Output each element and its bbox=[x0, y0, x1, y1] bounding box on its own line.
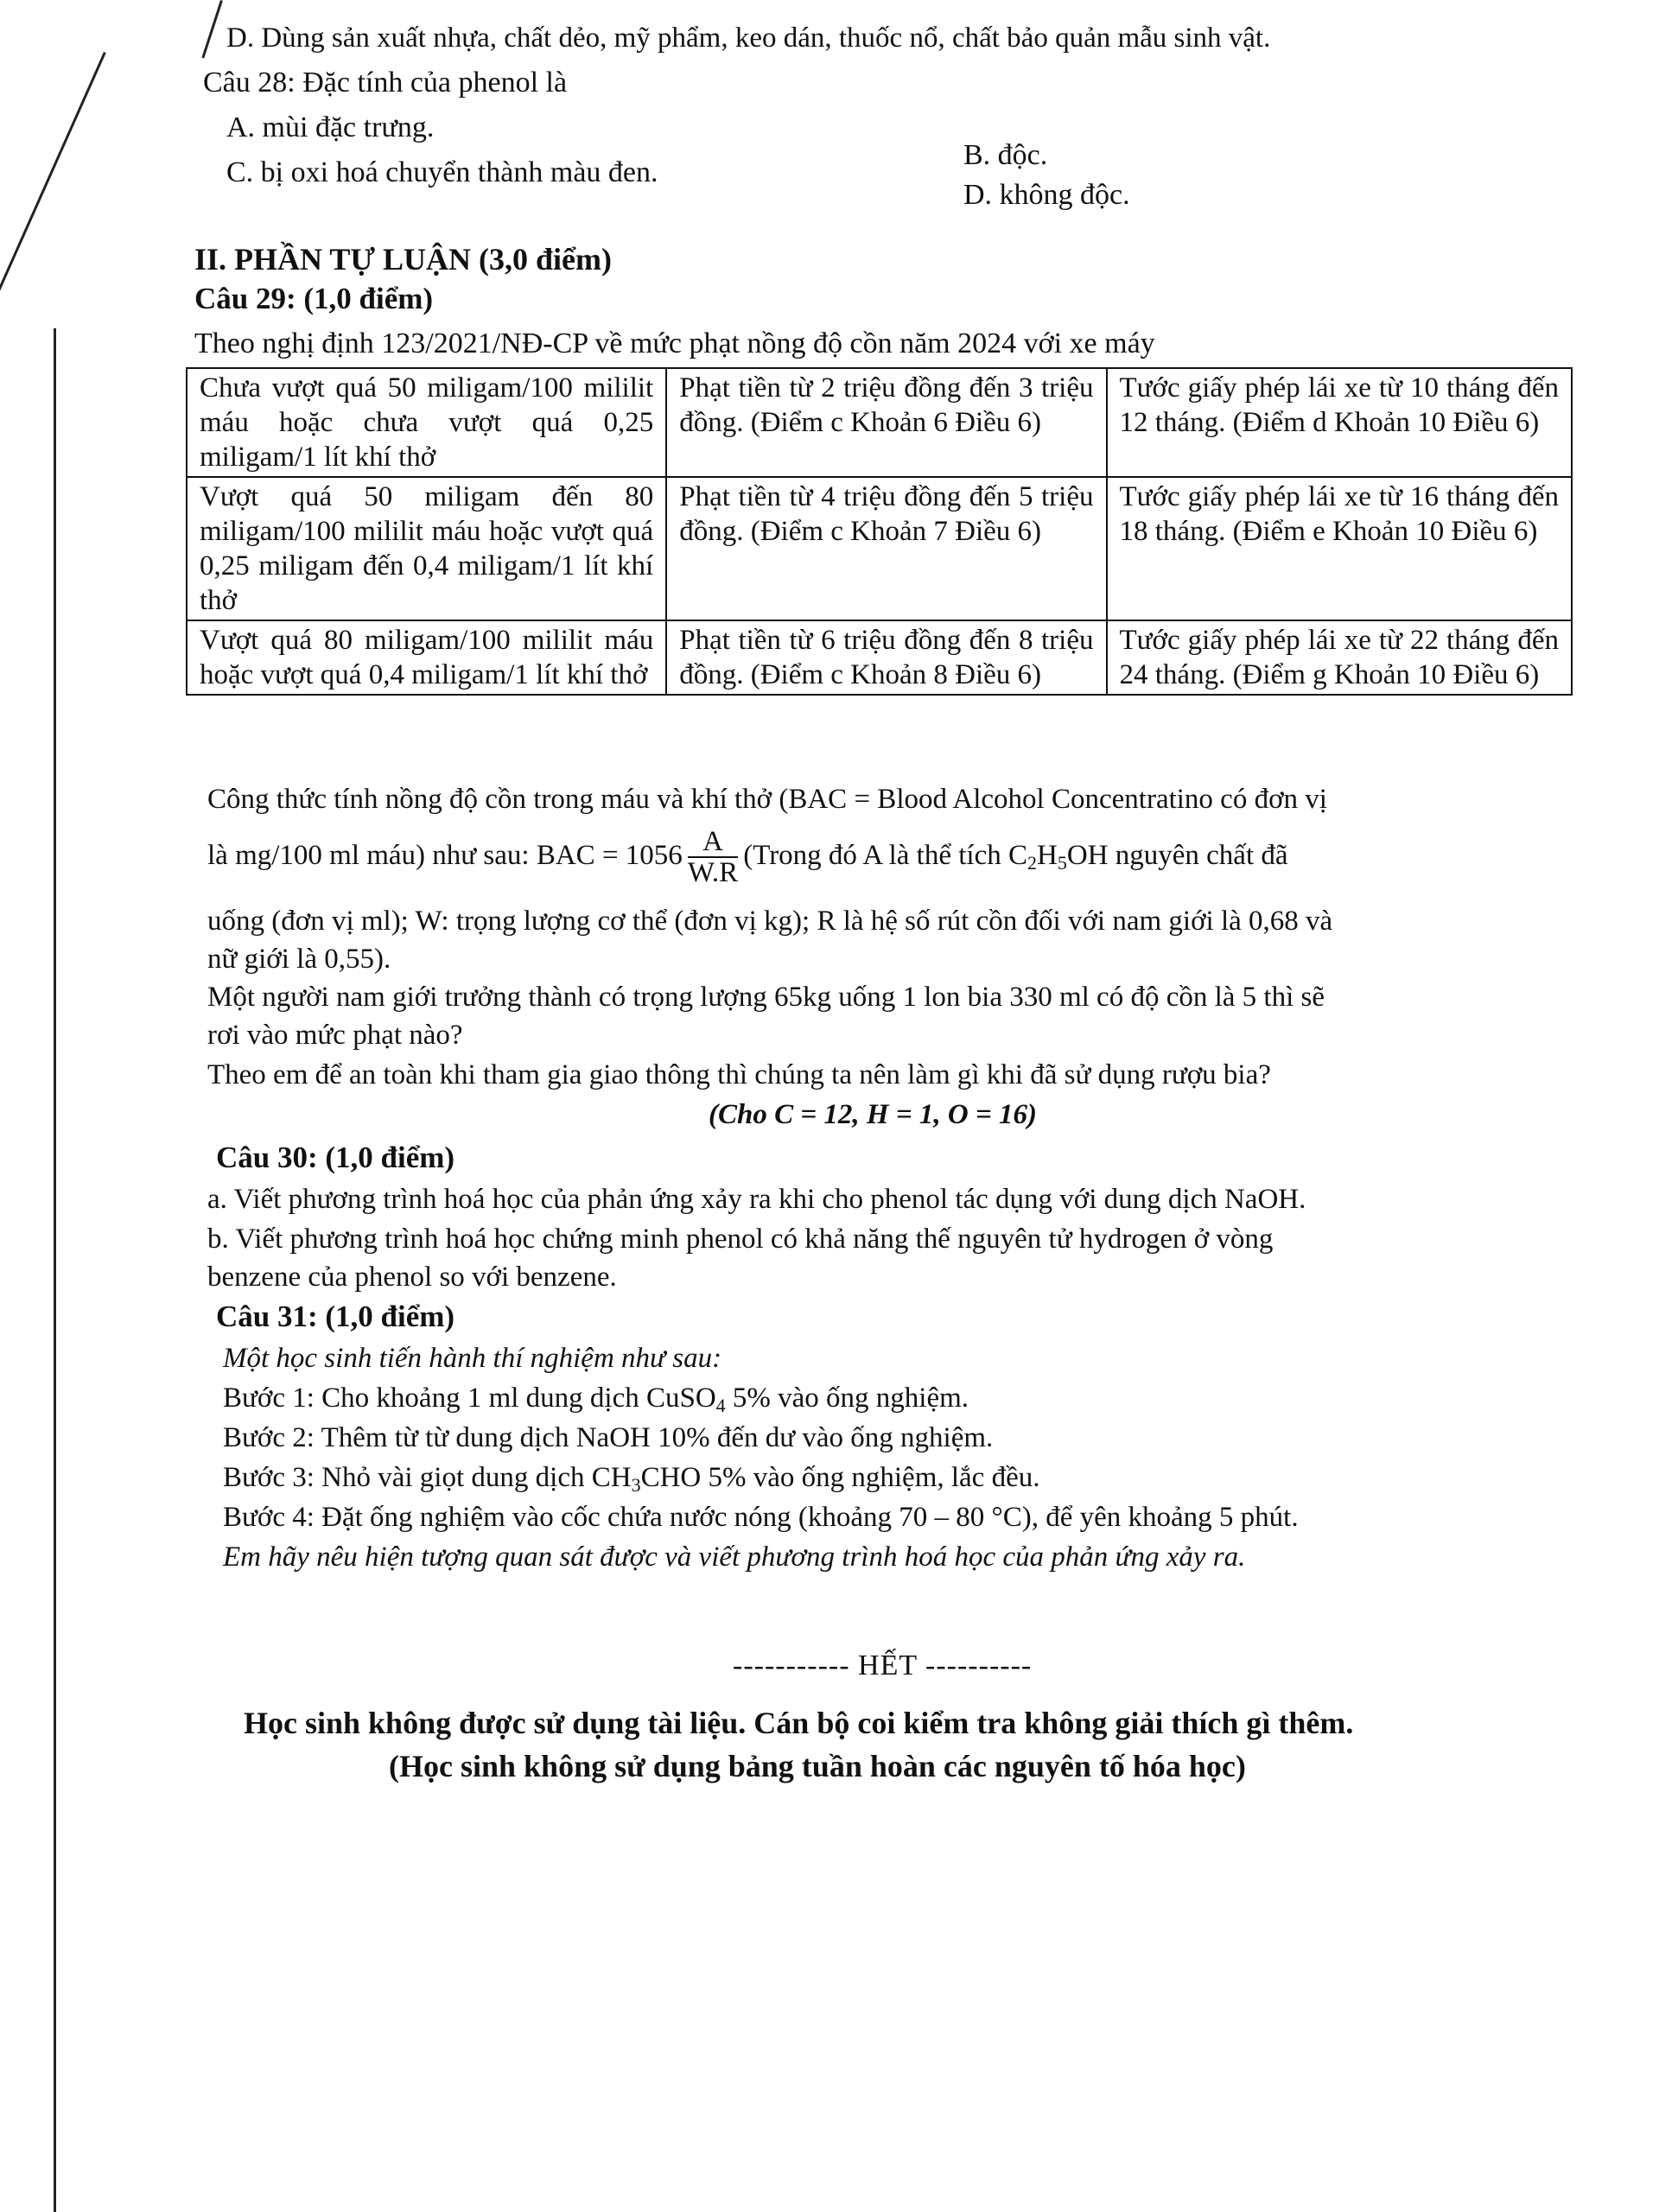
table-cell: Phạt tiền từ 2 triệu đồng đến 3 triệu đồng. (Điểm c Khoản 6 Điều 6) bbox=[666, 368, 1106, 477]
q28-option-c: C. bị oxi hoá chuyển thành màu đen. bbox=[226, 156, 658, 188]
formula-suffix-b: H bbox=[1037, 840, 1058, 871]
table-cell: Phạt tiền từ 4 triệu đồng đến 5 triệu đồng. (Điểm c Khoản 7 Điều 6) bbox=[666, 477, 1106, 620]
formula-suffix-a: (Trong đó A là thể tích C bbox=[743, 840, 1027, 871]
formula-intro: Công thức tính nồng độ cồn trong máu và khí thở (BAC = Blood Alcohol Concentratino có đơn vị bbox=[207, 784, 1327, 815]
scan-edge-left bbox=[0, 52, 106, 314]
table-row bbox=[187, 620, 1572, 695]
subscript: 3 bbox=[631, 1474, 641, 1496]
q28-option-a: A. mùi đặc trưng. bbox=[226, 111, 435, 143]
q29-paragraph-3: Một người nam giới trưởng thành có trọng lượng 65kg uống 1 lon bia 330 ml có độ cồn là 5 thì sẽ bbox=[207, 982, 1325, 1013]
table-cell: Chưa vượt quá 50 miligam/100 mililit máu hoặc chưa vượt quá 0,25 miligam/1 lít khí thở bbox=[187, 368, 666, 477]
essay-heading: II. PHẦN TỰ LUẬN (3,0 điểm) bbox=[194, 242, 612, 276]
step-1-text: Bước 1: Cho khoảng 1 ml dung dịch CuSO bbox=[223, 1382, 716, 1414]
fraction-denominator: W.R bbox=[687, 857, 739, 889]
table-row bbox=[187, 368, 1572, 477]
fraction-numerator: A bbox=[688, 827, 738, 858]
option-d-line: D. Dùng sản xuất nhựa, chất dẻo, mỹ phẩm, keo dán, thuốc nổ, chất bảo quản mẫu sinh vật. bbox=[226, 22, 1271, 54]
table-cell: Vượt quá 50 miligam đến 80 miligam/100 mililit máu hoặc vượt quá 0,25 miligam đến 0,4 miligam/1 lít khí thở bbox=[187, 477, 666, 620]
table-cell: Tước giấy phép lái xe từ 16 tháng đến 18 tháng. (Điểm e Khoản 10 Điều 6) bbox=[1107, 477, 1573, 620]
q31-step-3 bbox=[223, 1460, 1039, 1495]
table-cell: Tước giấy phép lái xe từ 10 tháng đến 12 tháng. (Điểm d Khoản 10 Điều 6) bbox=[1107, 368, 1573, 477]
footer-note-1: Học sinh không được sử dụng tài liệu. Cán bộ coi kiểm tra không giải thích gì thêm. bbox=[244, 1706, 1354, 1740]
question-29-intro: Theo nghị định 123/2021/NĐ-CP về mức phạt nồng độ cồn năm 2024 với xe máy bbox=[194, 327, 1155, 359]
q31-step-1 bbox=[223, 1381, 969, 1415]
scan-edge-vertical bbox=[54, 328, 56, 2212]
table-row bbox=[187, 477, 1572, 620]
q30-part-a: a. Viết phương trình hoá học của phản ứng xảy ra khi cho phenol tác dụng với dung dịch NaOH. bbox=[207, 1184, 1306, 1215]
bac-fraction bbox=[688, 827, 738, 887]
q29-paragraph-1: uống (đơn vị ml); W: trọng lượng cơ thể (đơn vị kg); R là hệ số rút cồn đối với nam giới là 0,68 và bbox=[207, 906, 1333, 937]
question-30-title: Câu 30: (1,0 điểm) bbox=[216, 1141, 455, 1174]
formula-prefix: là mg/100 ml máu) như sau: BAC = 1056 bbox=[207, 840, 683, 871]
formula-line bbox=[207, 821, 1288, 890]
table-cell: Vượt quá 80 miligam/100 mililit máu hoặc vượt quá 0,4 miligam/1 lít khí thở bbox=[187, 620, 666, 695]
atomic-masses: (Cho C = 12, H = 1, O = 16) bbox=[709, 1099, 1038, 1130]
q31-intro: Một học sinh tiến hành thí nghiệm như sau: bbox=[223, 1343, 722, 1374]
table-cell: Tước giấy phép lái xe từ 22 tháng đến 24 tháng. (Điểm g Khoản 10 Điều 6) bbox=[1107, 620, 1573, 695]
footer-note-2: (Học sinh không sử dụng bảng tuần hoàn các nguyên tố hóa học) bbox=[389, 1749, 1246, 1783]
q31-step-4: Bước 4: Đặt ống nghiệm vào cốc chứa nước nóng (khoảng 70 – 80 °C), để yên khoảng 5 phút. bbox=[223, 1502, 1299, 1533]
q28-option-b: B. độc. bbox=[963, 139, 1048, 171]
q29-paragraph-5: Theo em để an toàn khi tham gia giao thông thì chúng ta nên làm gì khi đã sử dụng rượu bia? bbox=[207, 1059, 1271, 1090]
step-1-text-end: 5% vào ống nghiệm. bbox=[725, 1382, 969, 1414]
question-31-title: Câu 31: (1,0 điểm) bbox=[216, 1300, 455, 1333]
subscript: 2 bbox=[1027, 852, 1037, 874]
q31-task: Em hãy nêu hiện tượng quan sát được và viết phương trình hoá học của phản ứng xảy ra. bbox=[223, 1541, 1246, 1573]
formula-suffix-c: OH nguyên chất đã bbox=[1066, 840, 1288, 871]
table-cell: Phạt tiền từ 6 triệu đồng đến 8 triệu đồng. (Điểm c Khoản 8 Điều 6) bbox=[666, 620, 1106, 695]
q28-option-d: D. không độc. bbox=[963, 179, 1130, 211]
question-28: Câu 28: Đặc tính của phenol là bbox=[203, 67, 568, 99]
end-marker: ----------- HẾT ---------- bbox=[733, 1649, 1033, 1681]
q30-part-b-2: benzene của phenol so với benzene. bbox=[207, 1262, 617, 1293]
subscript: 4 bbox=[715, 1395, 726, 1416]
step-3-text: Bước 3: Nhỏ vài giọt dung dịch CH bbox=[223, 1462, 632, 1493]
question-29-title: Câu 29: (1,0 điểm) bbox=[194, 282, 434, 315]
fine-table bbox=[186, 367, 1573, 696]
subscript: 5 bbox=[1057, 852, 1067, 874]
q31-step-2: Bước 2: Thêm từ từ dung dịch NaOH 10% đến dư vào ống nghiệm. bbox=[223, 1422, 994, 1453]
q30-part-b-1: b. Viết phương trình hoá học chứng minh phenol có khả năng thế nguyên tử hydrogen ở vòng bbox=[207, 1224, 1274, 1255]
q29-paragraph-4: rơi vào mức phạt nào? bbox=[207, 1020, 463, 1051]
scan-edge-top bbox=[201, 0, 222, 59]
step-3-text-end: CHO 5% vào ống nghiệm, lắc đều. bbox=[640, 1462, 1040, 1493]
q29-paragraph-2: nữ giới là 0,55). bbox=[207, 944, 391, 975]
